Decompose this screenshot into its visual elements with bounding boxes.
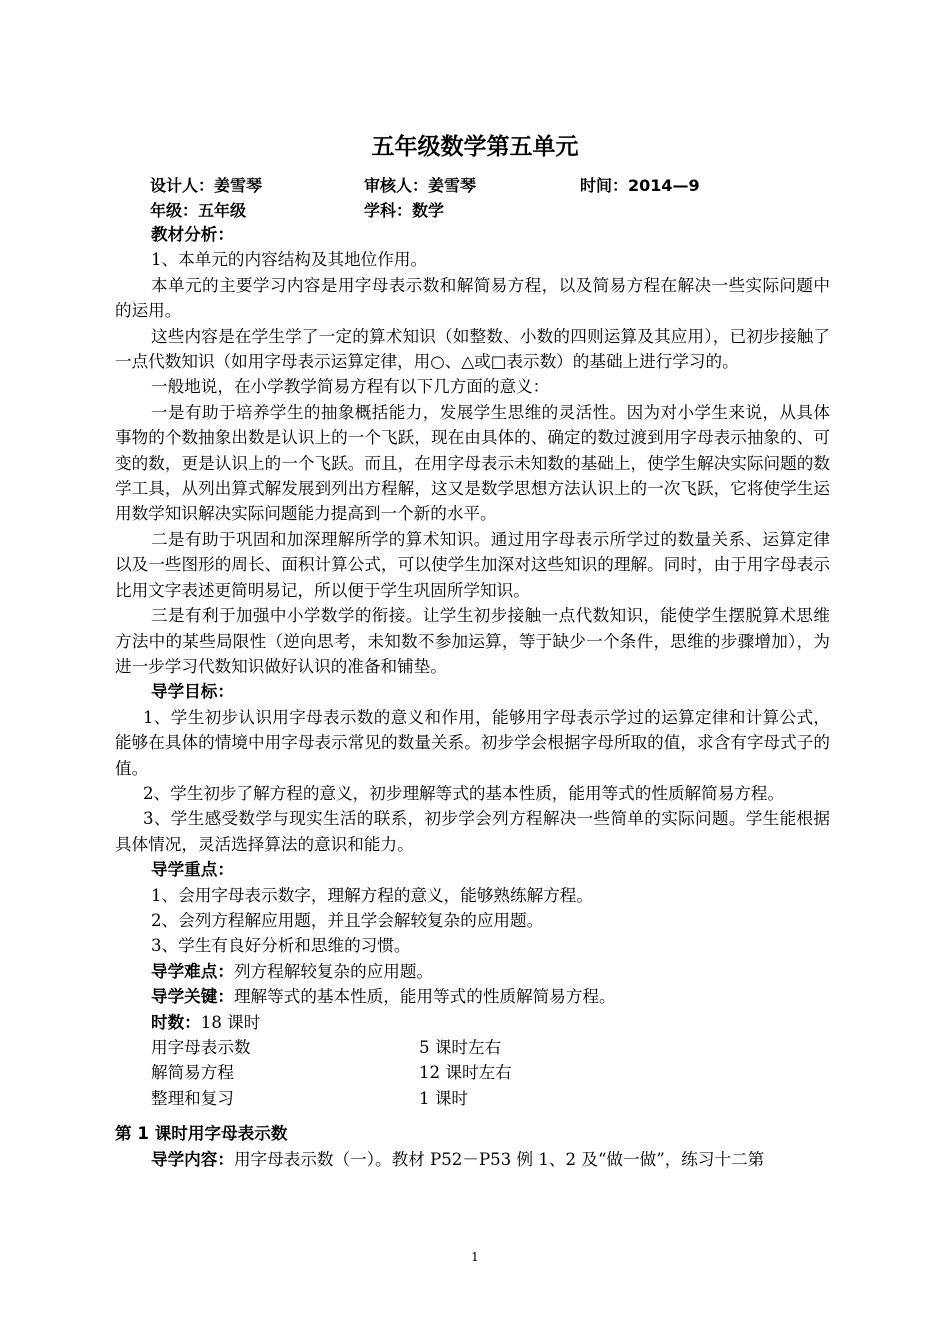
difficulty-text: 列方程解较复杂的应用题。 bbox=[233, 961, 434, 981]
goal-1: 1、学生初步认识用字母表示数的意义和作用，能够用字母表示学过的运算定律和计算公式，能够在具体的情境中用字母表示常见的数量关系。初步学会根据字母所取的值，求含有字母式子的值。 bbox=[115, 707, 830, 778]
hours-row-value: 12 课时左右 bbox=[419, 1063, 512, 1083]
goal-3: 3、学生感受数学与现实生活的联系，初步学会列方程解决一些简单的实际问题。学生能根据具体情况，灵活选择算法的意识和能力。 bbox=[115, 809, 830, 854]
key-line bbox=[115, 984, 830, 1009]
key-label: 导学关键： bbox=[151, 987, 234, 1007]
hours-row bbox=[115, 1035, 830, 1060]
hours-line bbox=[115, 1010, 830, 1035]
hours-total: 18 课时 bbox=[200, 1012, 261, 1032]
reviewer-label: 审核人：姜雪琴 bbox=[364, 176, 477, 195]
hours-row-value: 5 课时左右 bbox=[419, 1038, 502, 1057]
document-body bbox=[115, 225, 830, 1172]
page-title: 五年级数学第五单元 bbox=[371, 134, 579, 160]
lesson-content-text: 用字母表示数（一）。教材 P52－P53 例 1、2 及“做一做”，练习十二第 bbox=[233, 1149, 765, 1169]
analysis-paragraph-4: 一般地说，在小学教学简易方程有以下几方面的意义： bbox=[151, 377, 550, 397]
keypoint-3: 3、学生有良好分析和思维的习惯。 bbox=[151, 936, 411, 956]
analysis-paragraph-6: 二是有助于巩固和加深理解所学的算术知识。通过用字母表示所学过的数量关系、运算定律以及一些图形的周长、面积计算公式，可以使学生加深对这些知识的理解。同时，由于用字母表示比用文字表述更简明易记，所以便于学生巩固所学知识。 bbox=[115, 529, 830, 600]
analysis-paragraph-5: 一是有助于培养学生的抽象概括能力，发展学生思维的灵活性。因为对小学生来说，从具体事物的个数抽象出数是认识上的一个飞跃，现在由具体的、确定的数过渡到用字母表示抽象的、可变的数，更是认识上的一个飞跃。而且，在用字母表示未知数的基础上，使学生解决实际问题的数学工具，从列出算式解发展到列出方程解，这又是数学思想方法认识上的一次飞跃，它将使学生运用数学知识解决实际问题能力提高到一个新的水平。 bbox=[115, 402, 830, 524]
hours-row bbox=[115, 1060, 830, 1085]
hours-label: 时数： bbox=[151, 1012, 201, 1032]
hours-row bbox=[115, 1086, 830, 1111]
analysis-paragraph-2: 本单元的主要学习内容是用字母表示数和解简易方程，以及简易方程在解决一些实际问题中的运用。 bbox=[115, 275, 830, 321]
hours-row-name: 解简易方程 bbox=[151, 1063, 234, 1083]
hours-row-name: 整理和复习 bbox=[151, 1088, 234, 1108]
analysis-paragraph-1: 1、本单元的内容结构及其地位作用。 bbox=[151, 250, 428, 270]
hours-row-value: 1 课时 bbox=[419, 1088, 469, 1108]
key-text: 理解等式的基本性质，能用等式的性质解简易方程。 bbox=[233, 987, 616, 1007]
grade-label: 年级：五年级 bbox=[150, 201, 247, 220]
designer-label: 设计人：姜雪琴 bbox=[150, 176, 263, 195]
subject-label: 学科：数学 bbox=[364, 201, 445, 220]
goal-2: 2、学生初步了解方程的意义，初步理解等式的基本性质，能用等式的性质解简易方程。 bbox=[143, 783, 785, 803]
analysis-paragraph-7: 三是有利于加强中小学数学的衔接。让学生初步接触一点代数知识，能使学生摆脱算术思维方法中的某些局限性（逆向思考，未知数不参加运算，等于缺少一个条件，思维的步骤增加），为进一步学习代数知识做好认识的准备和铺垫。 bbox=[115, 606, 830, 676]
keypoint-2: 2、会列方程解应用题，并且学会解较复杂的应用题。 bbox=[151, 910, 544, 930]
keypoint-1: 1、会用字母表示数字，理解方程的意义，能够熟练解方程。 bbox=[151, 885, 593, 905]
keypoints-heading: 导学重点： bbox=[151, 860, 234, 880]
page-number: 1 bbox=[471, 1250, 479, 1264]
lesson-content-label: 导学内容： bbox=[151, 1149, 234, 1169]
analysis-paragraph-3: 这些内容是在学生学了一定的算术知识（如整数、小数的四则运算及其应用），已初步接触了一点代数知识（如用字母表示运算定律，用○、△或□表示数）的基础上进行学习的。 bbox=[115, 326, 830, 372]
time-label: 时间：2014—9 bbox=[580, 176, 700, 195]
analysis-heading: 教材分析： bbox=[151, 225, 234, 244]
difficulty-label: 导学难点： bbox=[151, 961, 234, 981]
lesson-content-line bbox=[115, 1147, 830, 1172]
goals-heading: 导学目标： bbox=[151, 682, 234, 702]
hours-row-name: 用字母表示数 bbox=[151, 1038, 251, 1057]
difficulty-line bbox=[115, 959, 830, 984]
lesson-title: 第 1 课时用字母表示数 bbox=[115, 1124, 288, 1144]
